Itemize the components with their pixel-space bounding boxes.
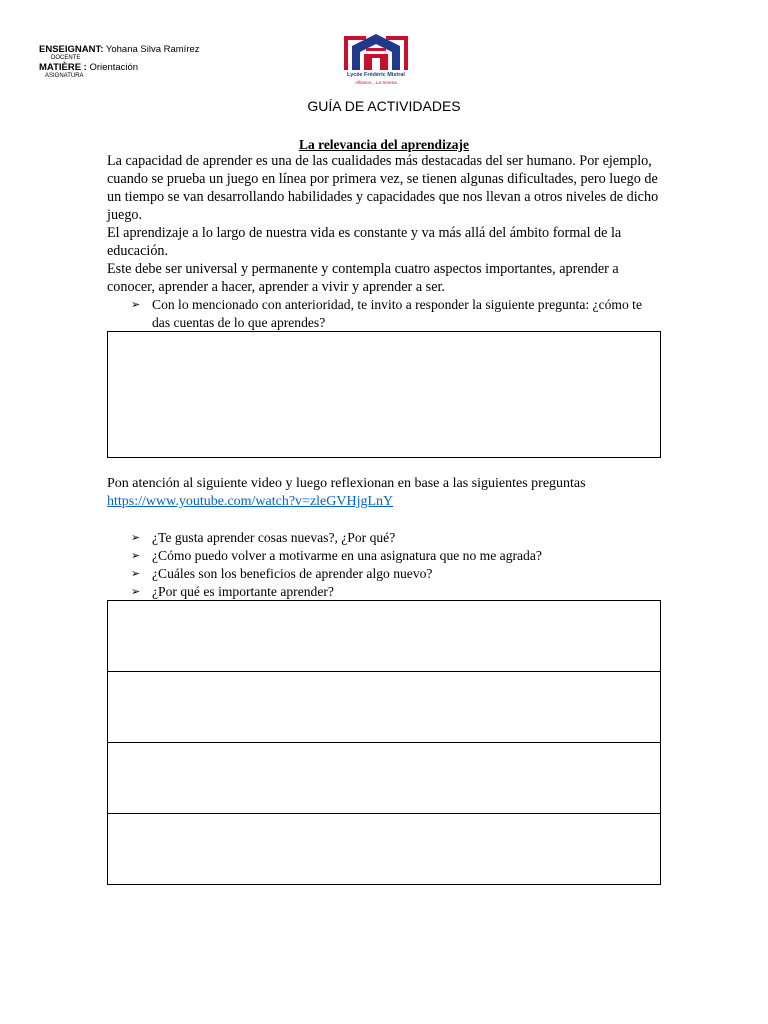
teacher-label: ENSEIGNANT: [39,44,104,55]
question-text: ¿Cuáles son los beneficios de aprender algo nuevo? [152,566,433,581]
question-item [131,565,671,583]
subject-sub: ASIGNATURA [45,72,84,79]
arrow-bullet-icon: ➢ [131,299,141,311]
intro-paragraph-1: La capacidad de aprender es una de las cualidades más destacadas del ser humano. Por ejemplo, cuando se prueba un juego en línea por primera vez, se tienen algunas dificultades, pero luego de un tiempo se van desarrollando habilidades y capacidades que nos llevan a otros niveles de dicho juego. [107,153,659,223]
question-item [131,529,671,547]
answers-table [107,600,661,885]
section-title: La relevancia del aprendizaje [298,137,470,152]
video-instruction: Pon atención al siguiente video y luego reflexionan en base a las siguientes preguntas [107,476,586,491]
answer-cell-3[interactable] [108,743,661,814]
intro-paragraph-3: Este debe ser universal y permanente y contempla cuatro aspectos importantes, aprender a conocer, aprender a hacer, aprender a vivir y aprender a ser. [107,261,619,295]
question-text: ¿Por qué es importante aprender? [152,584,334,599]
answer-cell-2[interactable] [108,672,661,743]
intro-text [107,152,662,296]
first-prompt [131,296,651,332]
subject-label: MATIÈRE : [39,61,87,73]
school-name: Lycée Frédéric Mistral [347,72,405,78]
question-item [131,583,671,601]
teacher-sub: DOCENTE [51,54,81,61]
document-header [39,45,200,80]
question-text: ¿Cómo puedo volver a motivarme en una asignatura que no me agrada? [152,548,542,563]
arrow-bullet-icon: ➢ [131,586,141,598]
question-text: ¿Te gusta aprender cosas nuevas?, ¿Por qué? [152,530,396,545]
first-prompt-text: Con lo mencionado con anterioridad, te invito a responder la siguiente pregunta: ¿cómo te das cuentas de lo que aprendes? [152,297,642,330]
guide-title: GUÍA DE ACTIVIDADES [307,98,461,114]
school-subtitle: Alliance... La Serena [355,80,397,85]
arrow-bullet-icon: ➢ [131,568,141,580]
subject-name: Orientación [89,61,139,73]
video-section [107,475,667,511]
answer-cell-4[interactable] [108,814,661,885]
answer-box-1[interactable] [107,331,661,458]
question-item [131,547,671,565]
answer-cell-1[interactable] [108,601,661,672]
teacher-name: Yohana Silva Ramírez [105,44,200,55]
intro-paragraph-2: El aprendizaje a lo largo de nuestra vida es constante y va más allá del ámbito formal de la educación. [107,225,622,259]
arrow-bullet-icon: ➢ [131,532,141,544]
arrow-bullet-icon: ➢ [131,550,141,562]
video-link[interactable]: https://www.youtube.com/watch?v=zleGVHjgLnY [107,494,394,509]
